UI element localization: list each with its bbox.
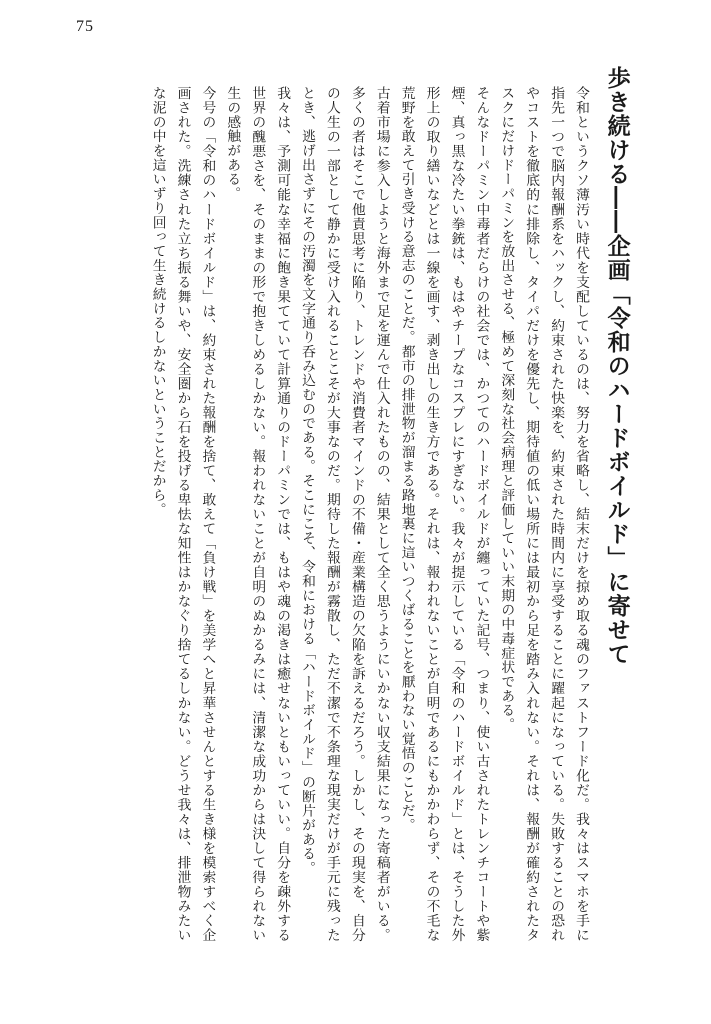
paragraph: 令和というクソ薄汚い時代を支配しているのは、努力を省略し、結末だけを掠め取る魂のファストフード化だ。我々はスマホを手に指先一つで脳内報酬系をハックし、約束された快楽を、約束された時間内に享受することに躍起になっている。失敗することの恐れやコストを徹底的に排除し、タイパだけを優先し、期待値の低い場所には最初から足を踏み入れない。それは、報酬が確約されたタスクにだけドーパミンを放出させる、極めて深刻な社会病理と評価していい末期の中毒症状である。: [498, 85, 589, 942]
paragraph: そんなドーパミン中毒者だらけの社会では、かつてのハードボイルドが纏っていた記号、つまり、使い古されたトレンチコートや紫煙、真っ黒な冷たい拳銃は、もはやチープなコスプレにすぎない。我々が提示している「令和のハードボイルド」とは、そうした外形上の取り繕いなどとは一線を画す、剥き出しの生き方である。それは、報われないことが自明であるにもかかわらず、その不毛な荒野を敢えて引き受ける意志のことだ。都市の排泄物が溜まる路地裏に這いつくばることを厭わない覚悟のことだ。: [398, 85, 490, 942]
paragraph: 我々は、予測可能な幸福に飽き果てていて計算通りのドーパミンでは、もはや魂の渇きは癒せないともいっていい。自分を疎外する世界の醜悪さを、そのままの形で抱きしめるしかない。報われないことが自明のぬかるみには、清潔な成功からは決して得られない生の感触がある。: [224, 85, 291, 942]
essay-title: 歩き続ける――企画「令和のハードボイルド」に寄せて: [603, 66, 631, 666]
page-number: 75: [76, 18, 94, 35]
paragraph: 古着市場に参入しようと海外まで足を運んで仕入れたものの、結果として全く思うようにいかない収支結果になった寄稿者がいる。多くの者はそこで他責思考に陥り、トレンドや消費者マインドの不備・産業構造の欠陥を訴えるだろう。しかし、その現実を、自分の人生の一部として静かに受け入れることこそが大事なのだ。期待した報酬が霧散し、ただ不潔で不条理な現実だけが手元に残ったとき、逃げ出さずにその汚濁を文字通り呑み込むのである。そこにこそ、令和における「ハードボイルド」の断片がある。: [299, 85, 390, 942]
paragraph: 今号の「令和のハードボイルド」は、約束された報酬を捨て、敢えて「負け戦」を美学へと昇華させんとする生き様を模索すべく企画された。洗練された立ち振る舞いや、安全圏から石を投げる卑怯な知性はかなぐり捨てるしかない。どうせ我々は、排泄物みたいな泥の中を這いずり回って生き続けるしかないということだから。: [149, 85, 216, 942]
essay-body: [145, 72, 593, 942]
